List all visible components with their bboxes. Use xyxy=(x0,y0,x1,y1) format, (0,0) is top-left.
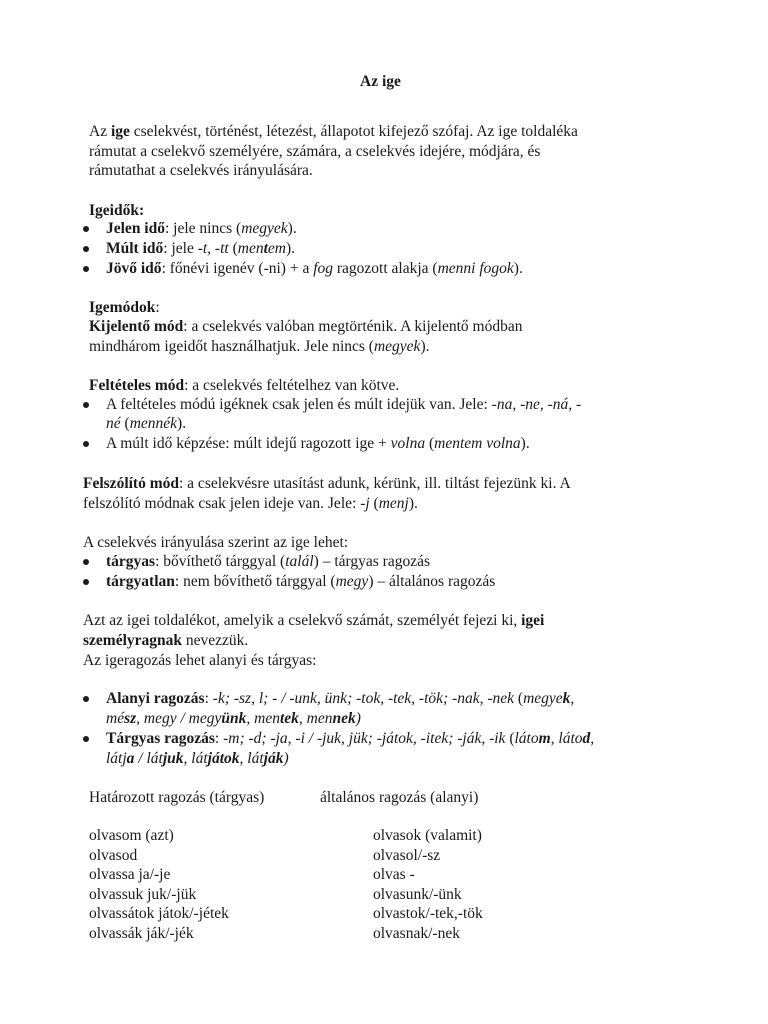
heading-text: Igemódok xyxy=(89,299,156,316)
example: volna xyxy=(390,435,426,452)
example-bold: ünk xyxy=(221,710,247,727)
example: , xyxy=(590,730,595,747)
term: Feltételes mód xyxy=(89,377,185,394)
text: ). xyxy=(285,240,296,257)
term: tárgyas xyxy=(106,553,156,570)
text: ( xyxy=(120,415,130,432)
suffix: -na, -ne, -ná, - xyxy=(491,396,582,413)
example-bold: m xyxy=(538,730,551,747)
alanyi-ragozas-line-1 xyxy=(106,689,574,709)
example: megye xyxy=(523,690,563,707)
table-cell: olvastok/-tek,-tök xyxy=(373,905,483,922)
example-bold: d xyxy=(582,730,591,747)
example: menj xyxy=(378,495,409,512)
text: ). xyxy=(177,415,187,432)
felteteles-item-2 xyxy=(106,434,530,454)
bullet-icon xyxy=(83,559,89,565)
example-bold: játok xyxy=(207,750,240,767)
table-cell: olvasol/-sz xyxy=(373,846,441,864)
text: Az xyxy=(89,123,111,140)
text: Azt az igei toldalékot, amelyik a cselekvő számát, személyét fejezi ki, xyxy=(83,612,522,629)
example: , lát xyxy=(239,750,264,767)
term: Jelen idő xyxy=(106,220,165,237)
example-bold: sz xyxy=(124,710,137,727)
example: / lát xyxy=(134,750,163,767)
example: láto xyxy=(514,730,539,747)
example: menni fogok xyxy=(437,260,514,277)
szemelyrag-line-2 xyxy=(83,631,248,651)
example: megy xyxy=(335,573,369,590)
text: ragozott alakja ( xyxy=(333,260,438,277)
felteteles-item-1-line-2 xyxy=(106,414,186,434)
table-cell: olvassa ja/-je xyxy=(89,866,171,883)
example: talál xyxy=(285,553,314,570)
text: ( xyxy=(228,240,238,257)
table-right-header: általános ragozás (alanyi) xyxy=(320,789,479,806)
text: : jele nincs ( xyxy=(165,220,242,237)
igemodok-heading xyxy=(89,298,160,318)
text: : bővíthető tárggyal ( xyxy=(155,553,286,570)
bullet-icon xyxy=(83,266,89,272)
text: : nem bővíthető tárggyal ( xyxy=(174,573,336,590)
intro-line-2: rámutat a cselekvő személyére, számára, a cselekvés idejére, módjára, és xyxy=(89,143,541,160)
text: : a cselekvés feltételhez van kötve. xyxy=(184,377,400,394)
term: Jövő idő xyxy=(106,260,162,277)
iranyulas-heading: A cselekvés irányulása szerint az ige lehet: xyxy=(83,534,349,551)
example: fog xyxy=(313,260,334,277)
text: felszólító módnak csak jelen ideje van. Jele: xyxy=(83,495,361,512)
bullet-icon xyxy=(83,246,89,252)
text: ). xyxy=(513,260,523,277)
text: A múlt idő képzése: múlt idejű ragozott ige + xyxy=(106,435,391,452)
example: em xyxy=(267,240,286,257)
example-bold: a xyxy=(126,750,135,767)
text: : xyxy=(204,690,213,707)
table-cell: olvasunk/-ünk xyxy=(373,885,462,903)
term: Tárgyas ragozás xyxy=(106,730,215,747)
bullet-icon xyxy=(83,696,89,702)
example-bold: nek xyxy=(332,710,356,727)
text: : jele xyxy=(163,240,198,257)
kijelento-line-2 xyxy=(89,337,429,357)
term: tárgyatlan xyxy=(106,573,175,590)
table-cell: olvasnak/-nek xyxy=(373,924,460,942)
example: mentem volna xyxy=(434,435,521,452)
targyas-ragozas-line-1 xyxy=(106,729,594,749)
suffix: -m; -d; -ja, -i / -juk, jük; -játok, -itek; -ják, -ik xyxy=(223,730,506,747)
term: Múlt idő xyxy=(106,240,164,257)
text: : főnévi igenév (-ni) + a xyxy=(161,260,314,277)
term: Kijelentő mód xyxy=(89,318,184,335)
text: A feltételes módú igéknek csak jelen és múlt idejük van. Jele: xyxy=(106,396,492,413)
example-bold: t xyxy=(263,240,268,257)
targyas-ragozas-line-2 xyxy=(106,749,289,769)
example: , men xyxy=(246,710,280,727)
text: nevezzük. xyxy=(182,632,249,649)
bullet-icon xyxy=(83,579,89,585)
bullet-icon xyxy=(83,226,89,232)
text: ( xyxy=(425,435,435,452)
example-bold: tek xyxy=(279,710,299,727)
example: látj xyxy=(106,750,127,767)
term-ige: ige xyxy=(110,123,130,140)
example: men xyxy=(237,240,264,257)
example-bold: k xyxy=(562,690,571,707)
bullet-icon xyxy=(83,402,89,408)
text: ) – tárgyas ragozás xyxy=(313,553,431,570)
targyas-item xyxy=(106,552,430,572)
example: mennék xyxy=(129,415,178,432)
table-cell: olvassátok játok/-jétek xyxy=(89,905,229,922)
example: megyek xyxy=(241,220,288,237)
text: : a cselekvés valóban megtörténik. A kijelentő módban xyxy=(183,318,523,335)
bullet-icon xyxy=(83,441,89,447)
text: ). xyxy=(520,435,530,452)
table-right-column xyxy=(373,826,483,943)
szemelyrag-line-3: Az igeragozás lehet alanyi és tárgyas: xyxy=(83,652,317,669)
jelen-ido-item xyxy=(106,219,297,239)
heading-text: Igeidők: xyxy=(89,202,145,219)
igeidok-heading xyxy=(89,201,144,221)
term: igei xyxy=(521,612,545,629)
alanyi-ragozas-line-2 xyxy=(106,709,361,729)
text: ( xyxy=(505,730,515,747)
felteteles-heading xyxy=(89,376,399,396)
intro-line-1 xyxy=(89,122,578,142)
example: , megy / megy xyxy=(136,710,222,727)
text: : xyxy=(155,299,160,316)
example-bold: ják xyxy=(263,750,284,767)
mult-ido-item xyxy=(106,239,295,259)
felszolito-line-2 xyxy=(83,494,418,514)
table-cell: olvas - xyxy=(373,866,415,883)
szemelyrag-line-1 xyxy=(83,611,544,631)
jovo-ido-item xyxy=(106,259,523,279)
felteteles-item-1-line-1 xyxy=(106,395,581,415)
suffix: -j xyxy=(360,495,370,512)
example: , lát xyxy=(183,750,208,767)
term: Alanyi ragozás xyxy=(106,690,205,707)
table-cell: olvasom (azt) xyxy=(89,827,174,844)
example-bold: juk xyxy=(162,750,184,767)
page-title: Az ige xyxy=(360,73,401,90)
text: ( xyxy=(369,495,379,512)
text: mindhárom igeidőt használhatjuk. Jele nincs ( xyxy=(89,338,374,355)
text: ). xyxy=(287,220,297,237)
felszolito-line-1 xyxy=(83,474,571,494)
text: ). xyxy=(408,495,418,512)
example: , láto xyxy=(550,730,583,747)
table-cell: olvassák ják/-jék xyxy=(89,924,194,942)
suffix: -k; -sz, l; - / -unk, ünk; -tok, -tek, -tök; -nak, -nek xyxy=(212,690,515,707)
text: : xyxy=(214,730,224,747)
table-left-column xyxy=(89,826,229,943)
table-cell: olvassuk juk/-jük xyxy=(89,885,197,903)
bullet-icon xyxy=(83,736,89,742)
text: : a cselekvésre utasítást adunk, kérünk, ill. tiltást fejezünk ki. A xyxy=(179,475,571,492)
table-left-header: Határozott ragozás (tárgyas) xyxy=(89,789,265,806)
term: Felszólító mód xyxy=(83,475,179,492)
suffix: né xyxy=(106,415,121,432)
example: , men xyxy=(298,710,333,727)
table-cell: olvasok (valamit) xyxy=(373,827,482,844)
text: ). xyxy=(420,338,430,355)
kijelento-line-1 xyxy=(89,317,522,337)
example: , xyxy=(570,690,575,707)
example: megyek xyxy=(373,338,421,355)
term: személyragnak xyxy=(83,632,183,649)
example: ) xyxy=(355,710,361,727)
text: ) – általános ragozás xyxy=(368,573,496,590)
text: ( xyxy=(514,690,524,707)
text: cselekvést, történést, létezést, állapotot kifejező szófaj. Az ige toldaléka xyxy=(129,123,578,140)
table-cell: olvasod xyxy=(89,846,138,864)
example: mé xyxy=(106,710,125,727)
targyatlan-item xyxy=(106,572,495,592)
suffix: -t, -tt xyxy=(197,240,229,257)
example: ) xyxy=(283,750,289,767)
intro-line-3: rámutathat a cselekvés irányulására. xyxy=(89,162,313,179)
